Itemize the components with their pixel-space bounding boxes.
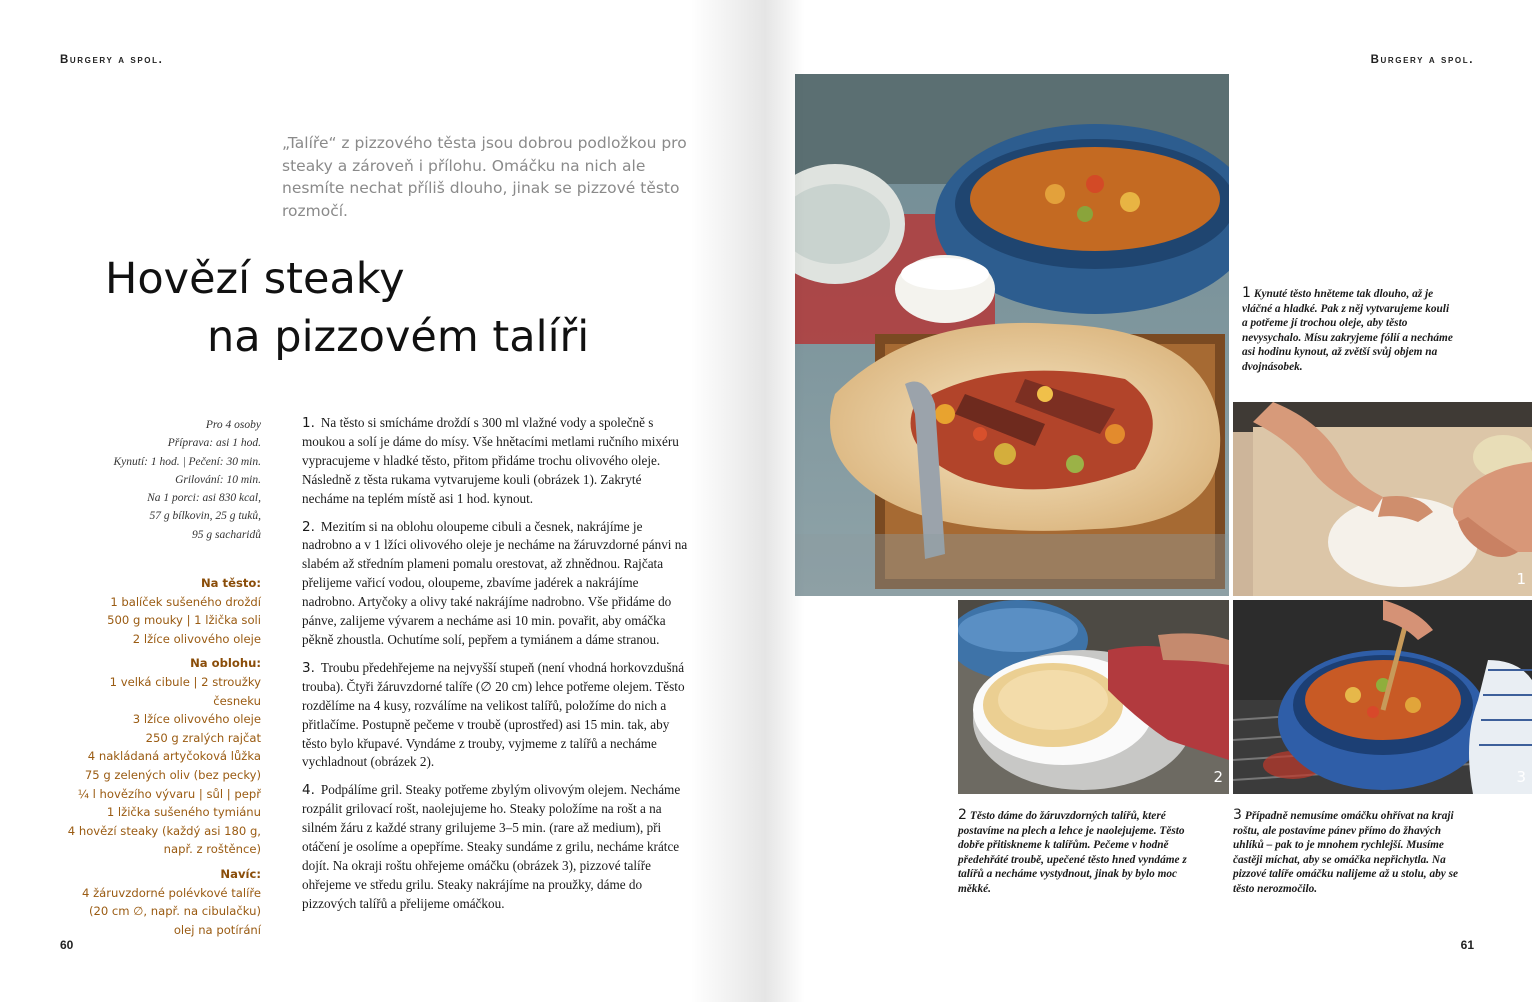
ingredient-item: 75 g zelených oliv (bez pecky) — [84, 767, 261, 782]
ingredient-item: ¼ l hovězího vývaru | sůl | pepř — [77, 786, 261, 801]
caption-text: Případně nemusíme omáčku ohřívat na kraji roštu, ale postavíme pánev přímo do žhavých uhlíků – pak to je mnohem rychlejší. Musíme častěji míchat, aby se omáčka nepřichytla. Na pizzové talíře omáčku nalijeme až u stolu, aby se těsto nerozmočilo. — [1233, 810, 1458, 895]
running-head-left: Burgery a spol. — [60, 54, 164, 66]
method-step — [302, 518, 688, 650]
meta-line: 95 g sacharidů — [192, 528, 261, 541]
step-number: 2. — [302, 518, 315, 535]
recipe-meta — [60, 416, 261, 544]
step-text: Na těsto si smícháme droždí s 300 ml vlažné vody a společně s moukou a solí je dáme do mísy. Vše hnětacími metlami ručního mixéru vypracujeme v hladké těsto, přitom přidáme trochu olivového oleje. Následně z těsta rukama vytvarujeme kouli (obrázek 1). Zakryté necháme na teplém místě asi 1 hod. kynout. — [302, 415, 679, 506]
intro-text: „Talíře“ z pizzového těsta jsou dobrou podložkou pro steaky a zároveň i přílohu. Omáčku na nich ale nesmíte nechat příliš dlouho, jinak se pizzové těsto rozmočí. — [282, 134, 687, 220]
ingredient-item: olej na potírání — [173, 922, 261, 937]
method-steps — [302, 414, 688, 923]
step-number: 4. — [302, 782, 315, 799]
meta-line: Kynutí: 1 hod. | Pečení: 30 min. — [113, 455, 261, 468]
page-number-left: 60 — [60, 938, 74, 952]
recipe-title-line2: na pizzovém talíři — [207, 312, 590, 362]
left-page — [0, 0, 765, 1002]
ingredient-item: 1 lžička sušeného tymiánu — [106, 805, 261, 820]
photo-badge-2: 2 — [1213, 768, 1223, 786]
running-head-right: Burgery a spol. — [1370, 54, 1474, 66]
method-step — [302, 659, 688, 772]
ingredient-group-heading: Navíc: — [220, 866, 261, 881]
ingredient-item: 500 g mouky | 1 lžička soli — [107, 613, 261, 628]
ingredient-item: 4 hovězí steaky (každý asi 180 g, — [67, 823, 261, 838]
photo-1-kneading-dough — [1233, 402, 1532, 596]
ingredients-list — [60, 574, 261, 939]
caption-number: 2 — [958, 807, 967, 823]
ingredient-item: 1 velká cibule | 2 stroužky česneku — [109, 674, 261, 708]
step-text: Troubu předehřejeme na nejvyšší stupeň (není vhodná horkovzdušná trouba). Čtyři žáruvzdorné talíře (∅ 20 cm) lehce potřeme olejem. Těsto rozdělíme na 4 kusy, rozválíme na velikost talířů, položíme do nich a přitlačíme. Postupně pečeme v troubě (uprostřed) asi 15 min. tak, aby těsto bylo křupavé. Vyndáme z trouby, vyjmeme z talířů a necháme vychladnout (obrázek 2). — [302, 659, 685, 770]
right-page — [765, 0, 1532, 1002]
ingredient-item: 250 g zralých rajčat — [145, 730, 261, 745]
page-number-right: 61 — [1460, 938, 1474, 952]
caption-number: 3 — [1233, 807, 1242, 823]
ingredient-item: 4 nakládaná artyčoková lůžka — [87, 749, 261, 764]
ingredient-item: 3 lžíce olivového oleje — [132, 712, 261, 727]
ingredient-item: 1 balíček sušeného droždí — [110, 594, 261, 609]
ingredient-group-heading: Na oblohu: — [190, 656, 261, 671]
caption-1 — [1242, 286, 1454, 375]
caption-number: 1 — [1242, 285, 1251, 301]
step-text: Podpálíme gril. Steaky potřeme zbylým olivovým olejem. Necháme rozpálit grilovací rošt, naolejujeme ho. Steaky položíme na rošt a na silném žáru z každé strany grilujeme 3–5 min. (rare až medium), při otáčení je osolíme a opepříme. Steaky sundáme z grilu, necháme krátce dojít. Na okraji roštu ohřejeme omáčku (obrázek 3), pizzové talíře ohřejeme ve středu grilu. Steaky nakrájíme na proužky, dáme do pizzových talířů a přelijeme omáčkou. — [302, 782, 681, 911]
ingredient-item: (20 cm ∅, např. na cibulačku) — [88, 904, 261, 919]
caption-text: Těsto dáme do žáruvzdorných talířů, které postavíme na plech a lehce je naolejujeme. Těsto dobře přitiskneme k talířům. Pečeme v hodně předehřáté troubě, upečené těsto hned vyndáme z talířů a necháme vystydnout, jinak by bylo moc měkké. — [958, 810, 1187, 895]
step-text: Mezitím si na oblohu oloupeme cibuli a česnek, nakrájíme je nadrobno a v 1 lžíci olivového oleje je necháme na žáruvzdorné pánvi na slabém až středním plameni pomalu orestovat, až zhnědnou. Rajčata přelijeme vařicí vodou, oloupeme, zbavíme jadérek a nakrájíme nadrobno. Artyčoky a olivy také nakrájíme nadrobno. Vše přidáme do pánve, zalijeme vývarem a necháme asi 10 min. povařit, aby omáčka pěkně zhoustla. Ochutíme solí, pepřem a tymiánem a dáme stranou. — [302, 518, 688, 647]
meta-line: Příprava: asi 1 hod. — [167, 437, 261, 450]
photo-badge-1: 1 — [1516, 570, 1526, 588]
step-number: 1. — [302, 415, 315, 431]
ingredient-group-heading: Na těsto: — [200, 576, 261, 590]
photo-3-sauce-on-grill — [1233, 600, 1532, 794]
meta-line: Grilování: 10 min. — [175, 473, 261, 486]
caption-text: Kynuté těsto hněteme tak dlouho, až je vláčné a hladké. Pak z něj vytvarujeme kouli a potřeme jí trochou oleje, aby těsto nevysychalo. Mísu zakryjeme fólií a necháme asi hodinu kynout, až zvětší svůj objem na dvojnásobek. — [1242, 288, 1453, 373]
ingredient-item: 2 lžíce olivového oleje — [132, 631, 261, 646]
caption-3 — [1233, 808, 1471, 897]
caption-2 — [958, 808, 1188, 897]
main-photo-steak-pizza-plate — [795, 74, 1229, 596]
meta-line: Pro 4 osoby — [205, 419, 261, 431]
ingredient-item: 4 žáruvzdorné polévkové talíře — [82, 885, 261, 900]
method-step — [302, 414, 688, 509]
step-number: 3. — [302, 659, 315, 676]
meta-line: Na 1 porci: asi 830 kcal, — [147, 492, 261, 505]
recipe-title-line1: Hovězí steaky — [105, 254, 405, 304]
meta-line: 57 g bílkovin, 25 g tuků, — [149, 510, 261, 523]
ingredient-item: např. z roštěnce) — [163, 842, 261, 857]
method-step — [302, 781, 688, 913]
photo-badge-3: 3 — [1516, 768, 1526, 786]
photo-2-dough-in-plate — [958, 600, 1229, 794]
